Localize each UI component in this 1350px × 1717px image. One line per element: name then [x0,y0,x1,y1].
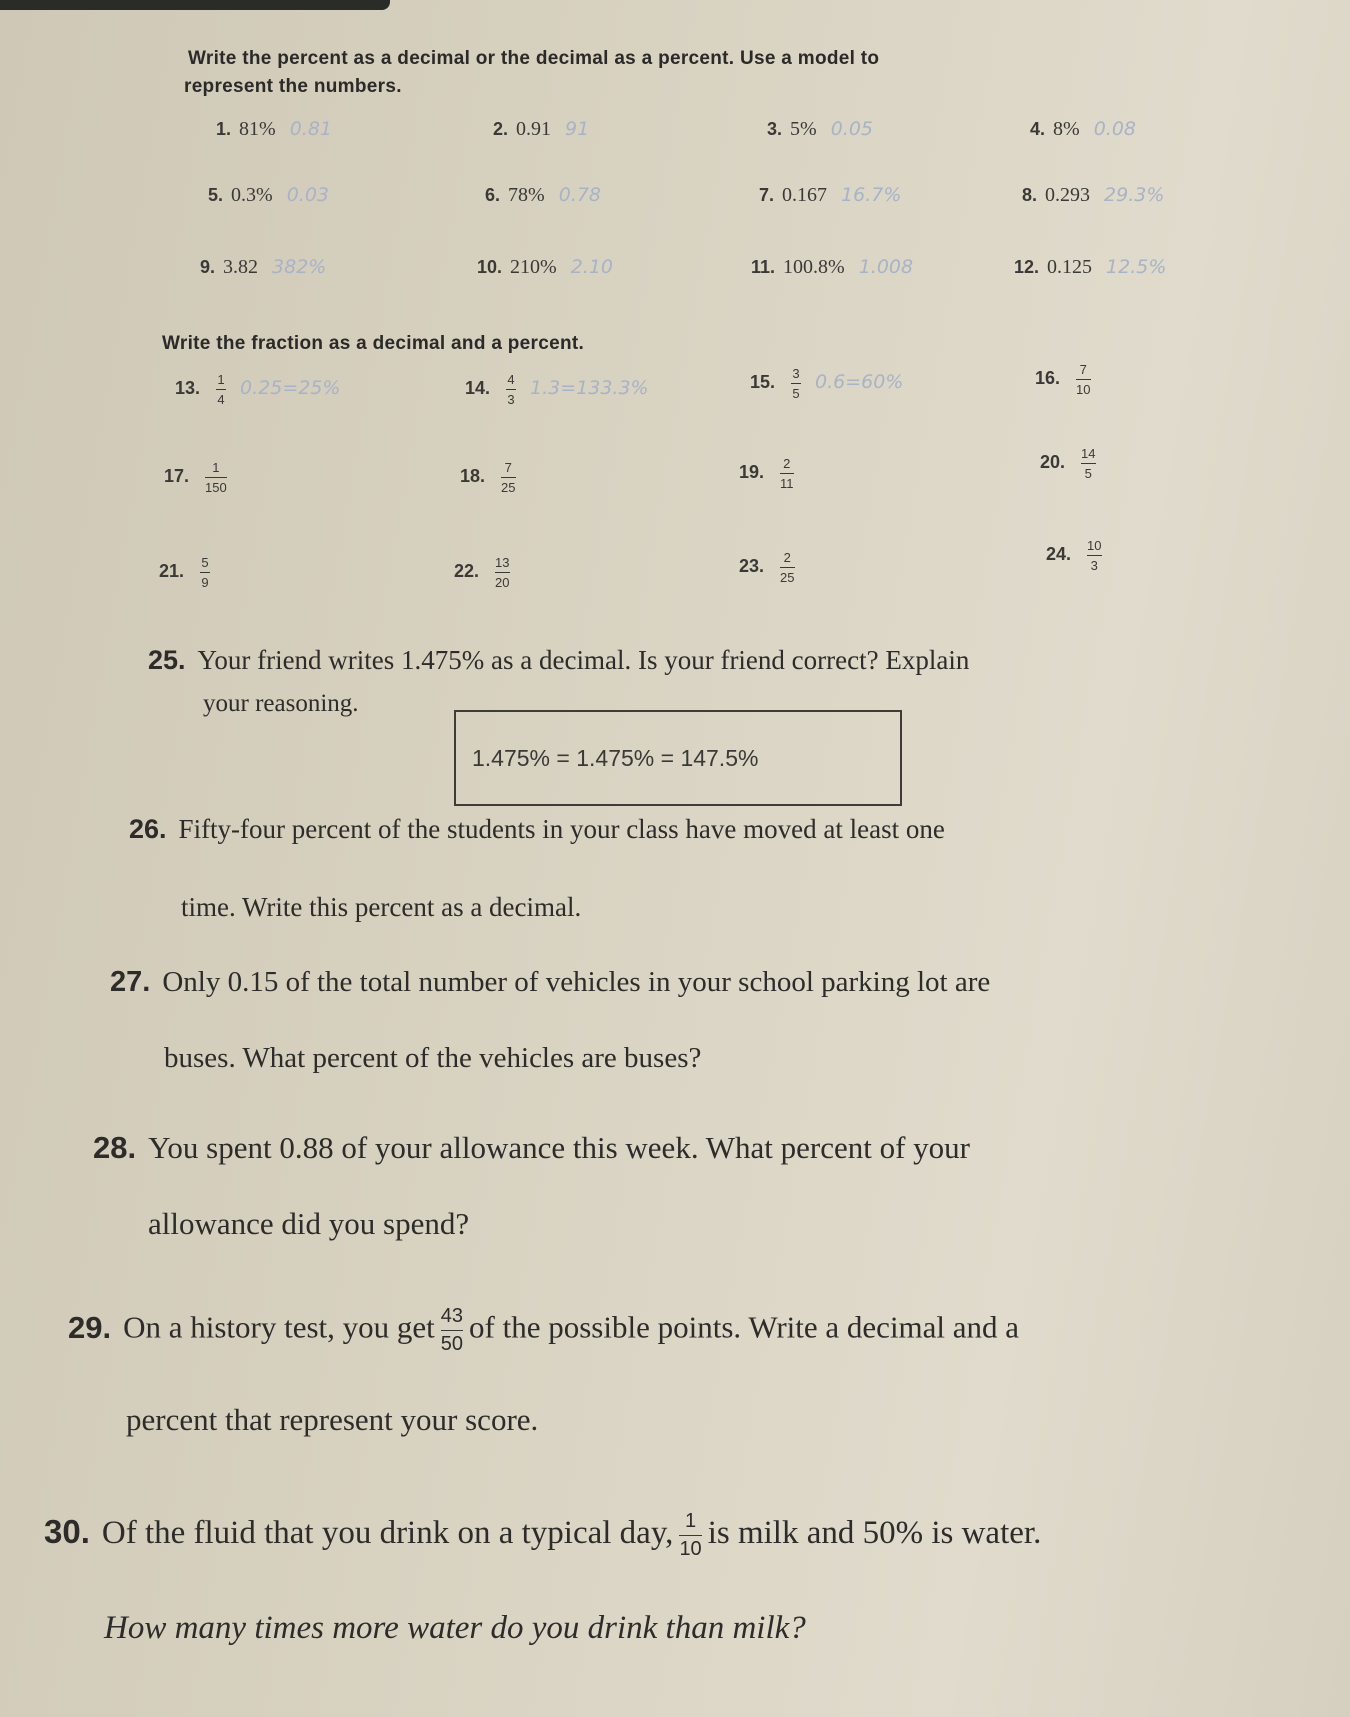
exercise-14 [465,372,649,407]
exercise-number: 20. [1040,452,1066,473]
exercise-8 [1022,184,1164,207]
fraction [1087,538,1101,573]
question-text: You spent 0.88 of your allowance this week. What percent of your [148,1130,971,1165]
exercise-number: 16. [1035,368,1061,389]
exercise-value: 0.293 [1045,184,1091,206]
exercise-18 [460,460,530,495]
exercise-value: 210% [510,256,557,278]
handwritten-answer: 1.008 [858,256,914,278]
question-text: Fifty-four percent of the students in your class have moved at least one [178,814,945,844]
numerator: 7 [1079,362,1087,377]
numerator: 13 [495,555,510,570]
denominator: 3 [507,392,515,407]
question-28 [93,1130,970,1166]
exercise-number: 18. [460,466,486,487]
section-heading: Write the fraction as a decimal and a percent. [162,333,585,354]
fraction [501,460,515,495]
exercise-number: 1. [216,119,232,139]
handwritten-answer: 1.3=133.3% [530,377,649,400]
question-text: How many times more water do you drink than milk? [104,1610,806,1646]
exercise-number: 6. [485,185,501,205]
exercise-value: 78% [508,184,545,206]
question-text: of the possible points. Write a decimal and a [469,1309,1020,1345]
fraction [1081,446,1095,481]
exercise-11 [751,256,913,279]
exercise-number: 19. [739,462,765,483]
fraction [1076,362,1090,397]
fraction [205,460,227,495]
numerator: 3 [792,366,800,381]
numerator: 10 [1087,538,1102,553]
exercise-23 [739,550,809,585]
handwritten-answer: 2.10 [570,256,614,278]
fraction [441,1305,463,1356]
denominator: 25 [501,480,516,495]
fraction [216,372,226,407]
exercise-3 [767,118,873,141]
handwritten-answer: 12.5% [1106,256,1167,278]
fraction [495,555,509,590]
question-27 [110,966,990,999]
student-work: 1.475% = 1.475% = 147.5% [472,744,759,771]
fraction [780,550,794,585]
exercise-number: 10. [477,257,503,277]
numerator: 5 [201,555,209,570]
handwritten-answer: 0.05 [830,118,873,140]
question-26 [129,814,945,845]
question-text: is milk and 50% is water. [707,1515,1042,1552]
question-29 [68,1305,1019,1356]
instructions: represent the numbers. [184,76,402,97]
exercise-16 [1035,362,1105,397]
handwritten-answer: 16.7% [841,184,902,206]
exercise-12 [1014,256,1166,279]
exercise-6 [485,184,601,207]
numerator: 7 [504,460,512,475]
denominator: 50 [440,1333,464,1355]
exercise-19 [739,456,808,491]
exercise-2 [493,118,589,141]
handwritten-answer: 0.78 [558,184,601,206]
exercise-value: 0.3% [231,184,273,206]
answer-box [454,710,902,806]
exercise-1 [216,118,332,141]
handwritten-answer: 0.08 [1093,118,1136,140]
exercise-number: 12. [1014,257,1040,277]
exercise-value: 3.82 [223,256,259,278]
exercise-5 [208,184,329,207]
fraction [200,555,210,590]
exercise-number: 9. [200,257,216,277]
handwritten-answer: 0.03 [286,184,329,206]
denominator: 4 [217,392,225,407]
exercise-number: 5. [208,185,224,205]
question-30 [44,1510,1041,1561]
fraction [791,366,801,401]
exercise-7 [759,184,901,207]
exercise-24 [1046,538,1116,573]
question-text: percent that represent your score. [126,1402,539,1437]
question-text: your reasoning. [203,690,359,717]
handwritten-answer: 29.3% [1104,184,1165,206]
exercise-number: 2. [493,119,509,139]
denominator: 25 [780,570,795,585]
exercise-number: 14. [465,378,491,399]
denominator: 20 [495,575,510,590]
exercise-value: 0.125 [1047,256,1093,278]
numerator: 2 [783,550,791,565]
fraction [506,372,516,407]
exercise-number: 21. [159,561,185,582]
question-text: allowance did you spend? [148,1206,470,1241]
exercise-number: 17. [164,466,190,487]
question-25 [148,645,969,676]
fraction [679,1510,701,1561]
exercise-number: 24. [1046,544,1072,565]
photo-edge [0,0,390,10]
exercise-15 [750,366,903,401]
denominator: 5 [1084,466,1092,481]
exercise-22 [454,555,524,590]
exercise-number: 22. [454,561,480,582]
fraction [780,456,794,491]
question-text: Your friend writes 1.475% as a decimal. Is your friend correct? Explain [197,645,970,675]
question-text: Of the fluid that you drink on a typical day, [101,1515,674,1552]
instructions: Write the percent as a decimal or the decimal as a percent. Use a model to [188,48,880,69]
exercise-17 [164,460,241,495]
numerator: 1 [212,460,220,475]
numerator: 4 [507,372,515,387]
handwritten-answer: 0.6=60% [815,371,904,394]
exercise-13 [175,372,341,407]
exercise-4 [1030,118,1136,141]
denominator: 10 [1076,382,1091,397]
exercise-number: 3. [767,119,783,139]
exercise-number: 4. [1030,119,1046,139]
numerator: 1 [217,372,225,387]
handwritten-answer: 0.25=25% [240,377,341,400]
handwritten-answer: 91 [565,118,590,140]
exercise-number: 8. [1022,185,1038,205]
question-text: time. Write this percent as a decimal. [181,892,582,922]
denominator: 10 [679,1538,702,1560]
exercise-10 [477,256,613,279]
denominator: 5 [792,386,800,401]
exercise-value: 5% [790,118,817,140]
exercise-value: 0.167 [782,184,828,206]
exercise-20 [1040,446,1110,481]
exercise-value: 81% [239,118,276,140]
numerator: 14 [1081,446,1096,461]
denominator: 3 [1090,558,1098,573]
numerator: 1 [685,1510,697,1532]
exercise-value: 0.91 [516,118,552,140]
question-number: 29. [68,1309,112,1345]
exercise-value: 100.8% [783,256,845,278]
question-number: 28. [93,1130,137,1165]
question-number: 26. [129,814,167,844]
exercise-value: 8% [1053,118,1080,140]
numerator: 43 [440,1305,464,1327]
exercise-9 [200,256,326,279]
question-text: Only 0.15 of the total number of vehicles in your school parking lot are [162,966,991,998]
exercise-number: 13. [175,378,201,399]
exercise-number: 7. [759,185,775,205]
question-text: On a history test, you get [123,1309,435,1345]
exercise-number: 11. [751,257,776,277]
exercise-number: 15. [750,372,776,393]
denominator: 150 [205,480,227,495]
denominator: 11 [780,476,794,491]
handwritten-answer: 382% [272,256,327,278]
question-number: 25. [148,645,186,675]
question-text: buses. What percent of the vehicles are buses? [164,1042,702,1074]
question-number: 27. [110,966,151,998]
denominator: 9 [201,575,209,590]
question-number: 30. [44,1513,90,1551]
handwritten-answer: 0.81 [289,118,332,140]
numerator: 2 [783,456,791,471]
exercise-21 [159,555,224,590]
exercise-number: 23. [739,556,765,577]
